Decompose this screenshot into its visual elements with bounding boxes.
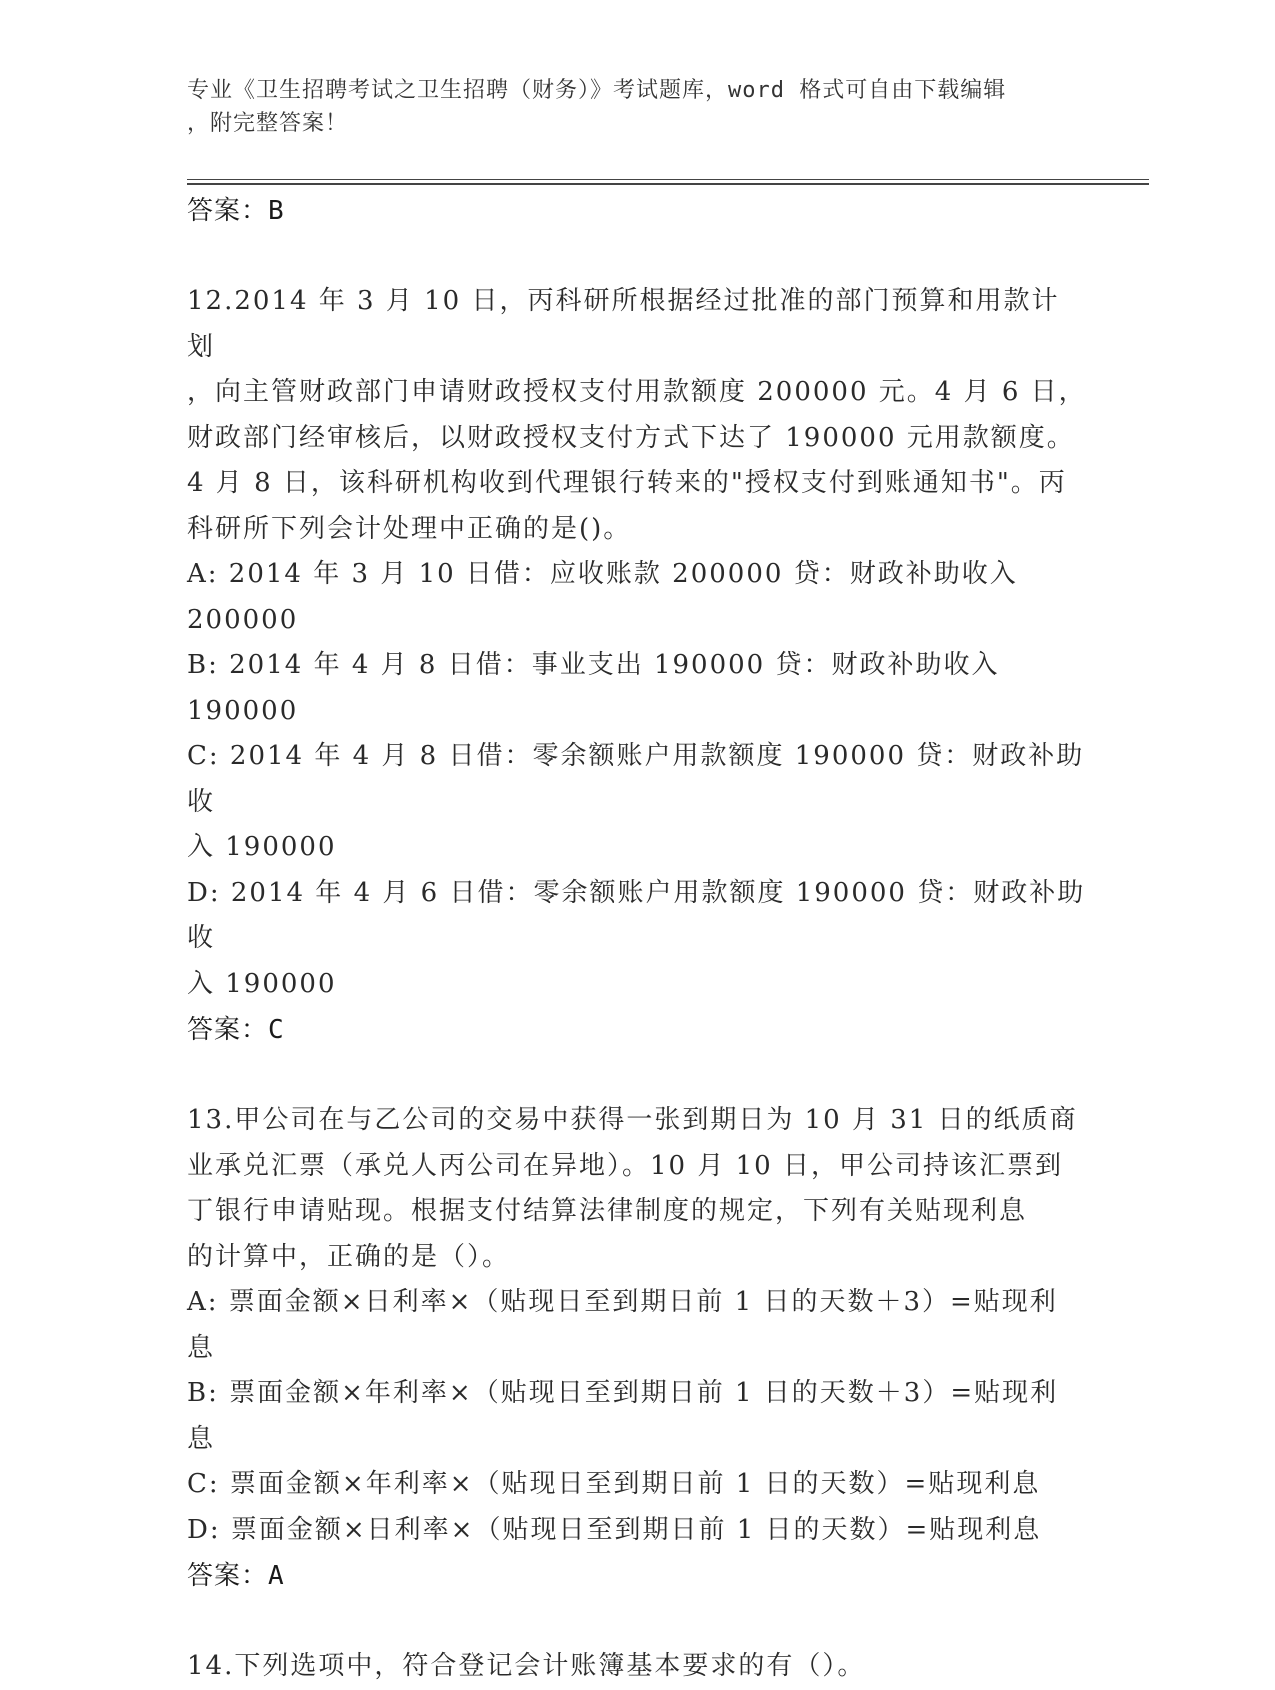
question-stem-line: 科研所下列会计处理中正确的是()。 <box>187 513 632 544</box>
option-line: A: 2014 年 3 月 10 日借：应收账款 200000 贷：财政补助收入 200000 <box>187 559 1018 635</box>
answer-line: 答案：A <box>187 1561 285 1591</box>
option-line: D: 2014 年 4 月 6 日借：零余额账户用款额度 190000 贷：财政补助收 <box>187 877 1086 953</box>
header-rule-thick <box>187 183 1149 185</box>
header-line-2: ，附完整答案！ <box>187 111 349 136</box>
question-content <box>187 188 1087 1690</box>
previous-answer: 答案：B <box>187 196 285 226</box>
option-line: 入 190000 <box>187 832 337 862</box>
header-rule-thin <box>187 179 1149 180</box>
option-line: 息 <box>187 1332 216 1363</box>
option-line: D: 票面金额×日利率×（贴现日至到期日前 1 日的天数）=贴现利息 <box>187 1514 1042 1545</box>
question-stem-line: ，向主管财政部门申请财政授权支付用款额度 200000 元。4 月 6 日， <box>187 377 1087 407</box>
question-stem-line: 13.甲公司在与乙公司的交易中获得一张到期日为 10 月 31 日的纸质商 <box>187 1105 1078 1135</box>
question-stem-line: 4 月 8 日，该科研机构收到代理银行转来的"授权支付到账通知书"。丙 <box>187 468 1067 498</box>
header-line-1: 专业《卫生招聘考试之卫生招聘（财务）》考试题库，word 格式可自由下载编辑 <box>187 78 1007 103</box>
question-block <box>187 1098 1087 1599</box>
option-line: B: 票面金额×年利率×（贴现日至到期日前 1 日的天数＋3）=贴现利 <box>187 1378 1059 1408</box>
option-line: C: 2014 年 4 月 8 日借：零余额账户用款额度 190000 贷：财政补助收 <box>187 741 1085 817</box>
question-stem-line: 业承兑汇票（承兑人丙公司在异地）。10 月 10 日，甲公司持该汇票到 <box>187 1150 1063 1181</box>
question-stem-line: 12.2014 年 3 月 10 日，丙科研所根据经过批准的部门预算和用款计划 <box>187 286 1060 362</box>
page-header <box>187 74 1087 140</box>
question-stem-line: 财政部门经审核后，以财政授权支付方式下达了 190000 元用款额度。 <box>187 422 1075 453</box>
question-stem-line: 的计算中，正确的是（）。 <box>187 1241 511 1272</box>
option-line: A: 票面金额×日利率×（贴现日至到期日前 1 日的天数＋3）=贴现利 <box>187 1287 1058 1317</box>
option-line: C: 票面金额×年利率×（贴现日至到期日前 1 日的天数）=贴现利息 <box>187 1469 1041 1499</box>
question-block <box>187 279 1087 1053</box>
question-stem-line: 丁银行申请贴现。根据支付结算法律制度的规定，下列有关贴现利息 <box>187 1196 1028 1226</box>
question-list <box>187 279 1087 1690</box>
option-line: B: 2014 年 4 月 8 日借：事业支出 190000 贷：财政补助收入 190000 <box>187 650 1000 726</box>
answer-line: 答案：C <box>187 1015 285 1045</box>
option-line: 息 <box>187 1423 216 1454</box>
option-line: 入 190000 <box>187 968 337 999</box>
question-stem-line: 14.下列选项中，符合登记会计账簿基本要求的有（）。 <box>187 1651 866 1681</box>
question-block <box>187 1644 1087 1690</box>
